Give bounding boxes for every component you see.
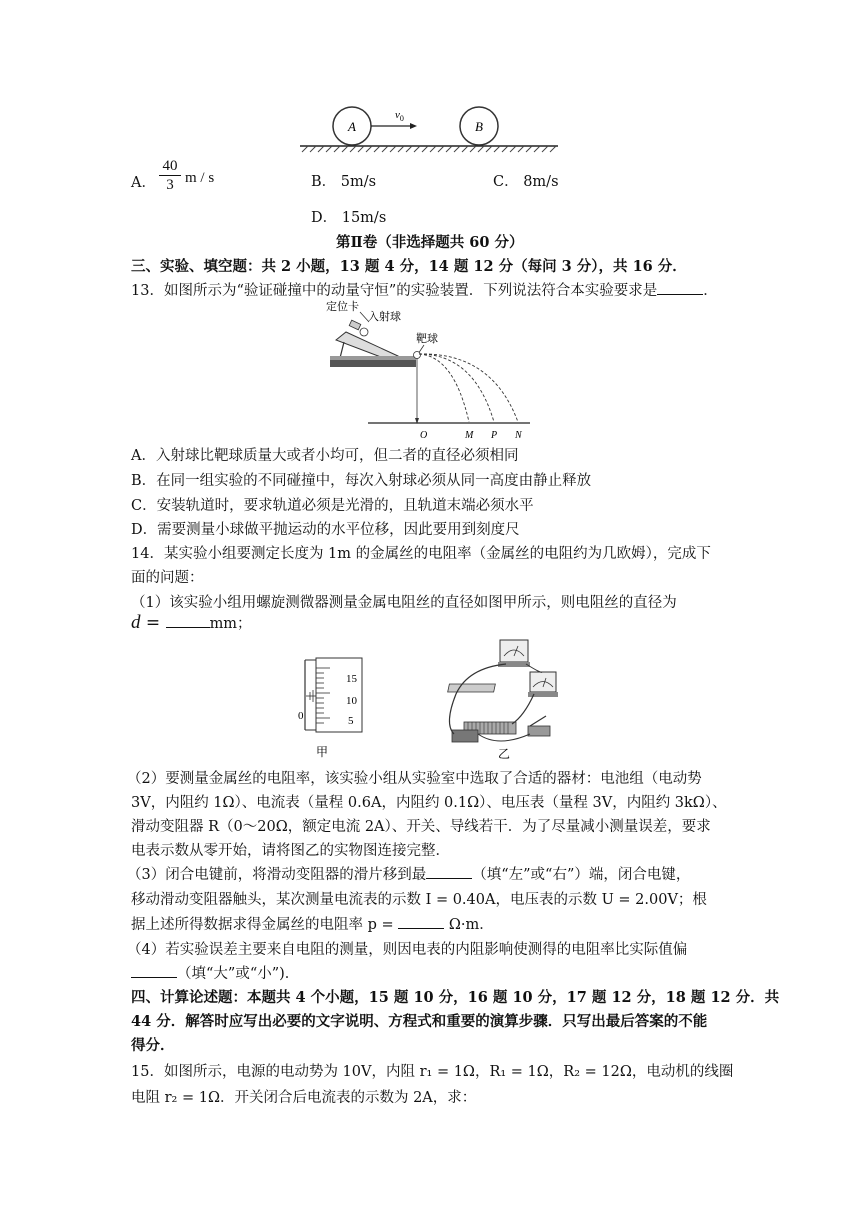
diameter-eq: = [140, 613, 166, 633]
micrometer-tick-5: 5 [348, 715, 354, 727]
q14-part4-line1: （4）若实验误差主要来自电阻的测量，则因电表的内阻影响使测得的电阻率比实际值偏 [127, 942, 688, 958]
q14-part3-line3 [131, 913, 494, 934]
q14-part2-line3: 滑动变阻器 R（0～20Ω，额定电流 2A）、开关、导线若干．为了尽量减小测量误差，要求 [131, 819, 711, 835]
q14-stem-line1: 14．某实验小组要测定长度为 1m 的金属丝的电阻率（金属丝的电阻约为几欧姆），完成下 [131, 546, 711, 562]
diameter-unit: mm； [209, 616, 252, 632]
q14-part2-line1: （2）要测量金属丝的电阻率，该实验小组从实验室中选取了合适的器材：电池组（电动势 [127, 771, 702, 787]
target-ball [414, 352, 421, 359]
momentum-apparatus-figure [324, 298, 536, 442]
q14-part4-line2 [131, 962, 299, 983]
ball-b-label: B [475, 119, 483, 134]
section4-line2: 44 分．解答时应写出必要的文字说明、方程式和重要的演算步骤．只写出最后答案的不能 [131, 1013, 708, 1030]
part3-text-b: （填“左”或“右”）端，闭合电键， [472, 867, 691, 883]
q12-option-b: B． 5m/s [311, 174, 377, 190]
fraction-numerator: 40 [159, 158, 181, 176]
q14-part2-line4: 电表示数从零开始，请将图乙的实物图连接完整． [131, 843, 450, 859]
q12-option-d: D． 15m/s [311, 210, 387, 226]
q13-answer-blank[interactable] [657, 280, 703, 296]
q14-part1-line1: （1）该实验小组用螺旋测微器测量金属电阻丝的直径如图甲所示，则电阻丝的直径为 [131, 595, 677, 611]
bias-answer-blank[interactable] [131, 963, 177, 979]
collision-balls-figure [296, 102, 562, 156]
q13-stem [131, 279, 718, 300]
q14-part2-line2: 3V，内阻约 1Ω）、电流表（量程 0.6A，内阻约 0.1Ω）、电压表（量程 3V，内阻约 3kΩ）、 [131, 795, 727, 811]
velocity-label: $v_0$ [395, 109, 404, 123]
resistivity-answer-blank[interactable] [398, 914, 444, 930]
micrometer-figure [296, 652, 372, 760]
part3-text-d: Ω·m． [448, 917, 494, 933]
fig-yi-label: 乙 [498, 747, 511, 761]
point-m-label: M [465, 430, 474, 441]
option-a-fraction [159, 158, 181, 194]
point-n-label: N [515, 430, 522, 441]
fraction-denominator: 3 [166, 177, 174, 193]
diameter-answer-blank[interactable] [166, 613, 210, 629]
ammeter [530, 672, 556, 692]
section4-line3: 得分． [131, 1037, 175, 1054]
q13-stem-text: 13．如图所示为“验证碰撞中的动量守恒”的实验装置．下列说法符合本实验要求是 [131, 283, 658, 299]
micrometer-tick-0: 0 [298, 710, 304, 722]
switch [528, 726, 550, 736]
q15-line2: 电阻 r₂ = 1Ω．开关闭合后电流表的示数为 2A，求： [131, 1090, 477, 1106]
section3-title: 三、实验、填空题：共 2 小题，13 题 4 分，14 题 12 分（每问 3 分），共 16 分． [131, 258, 687, 275]
point-o-label: O [420, 430, 428, 441]
end-answer-blank[interactable] [426, 864, 472, 880]
diameter-var: d [131, 612, 141, 633]
wire-board [448, 684, 496, 692]
part4-text: （填“大”或“小”)． [177, 966, 300, 982]
q12-option-c: C． 8m/s [493, 174, 559, 190]
q14-stem-line2: 面的问题： [131, 570, 204, 586]
q15-line1: 15．如图所示，电源的电动势为 10V，内阻 r₁ = 1Ω，R₁ = 1Ω，R₂ = 12Ω，电动机的线圈 [131, 1064, 734, 1080]
q13-stem-end: ． [703, 283, 718, 299]
micrometer-tick-15: 15 [346, 673, 357, 685]
section4-line1: 四、计算论述题：本题共 4 个小题，15 题 10 分，16 题 10 分，17 题 12 分，18 题 12 分．共 [131, 989, 780, 1006]
option-a-prefix: A． [131, 175, 156, 191]
incident-ball-label: 入射球 [368, 311, 401, 323]
ball-a-label: A [348, 119, 356, 134]
part3-text-a: （3）闭合电键前，将滑动变阻器的滑片移到最 [127, 867, 427, 883]
locator-label: 定位卡 [326, 301, 359, 313]
micrometer-tick-10: 10 [346, 695, 357, 707]
q13-option-b: B．在同一组实验的不同碰撞中，每次入射球必须从同一高度由静止释放 [131, 473, 592, 489]
q14-part1-line2 [131, 612, 252, 634]
point-p-label: P [491, 430, 498, 441]
q13-option-d: D．需要测量小球做平抛运动的水平位移，因此要用到刻度尺 [131, 522, 520, 538]
fig-jia-label: 甲 [316, 745, 329, 759]
q14-part3-line1 [127, 863, 690, 884]
voltmeter [500, 640, 528, 662]
circuit-figure [438, 634, 562, 762]
part3-text-c: 据上述所得数据求得金属丝的电阻率 p = [131, 917, 394, 933]
part2-title: 第Ⅱ卷（非选择题共 60 分） [336, 234, 524, 251]
q13-option-c: C．安装轨道时，要求轨道必须是光滑的，且轨道末端必须水平 [131, 498, 534, 514]
q13-option-a: A．入射球比靶球质量大或者小均可，但二者的直径必须相同 [131, 448, 519, 464]
q14-part3-line2: 移动滑动变阻器触头，某次测量电流表的示数 I = 0.40A，电压表的示数 U = 2.00V；根 [131, 892, 707, 908]
battery [452, 730, 478, 742]
option-a-unit: m / s [185, 170, 215, 186]
target-ball-label: 靶球 [416, 333, 438, 345]
